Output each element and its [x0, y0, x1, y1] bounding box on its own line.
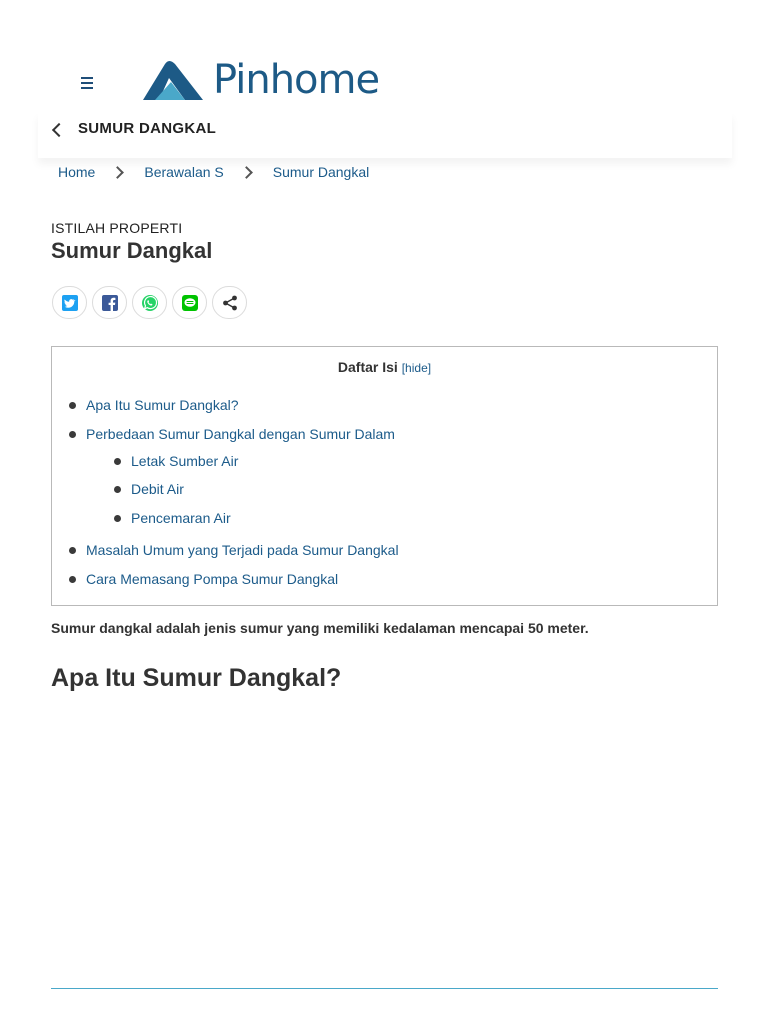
bullet-icon — [69, 431, 76, 438]
toc-item[interactable] — [69, 397, 239, 413]
toc-subitem[interactable] — [114, 453, 238, 469]
facebook-icon — [102, 295, 118, 311]
share-whatsapp-button[interactable] — [132, 286, 167, 319]
toc-item-label: Masalah Umum yang Terjadi pada Sumur Dangkal — [86, 542, 399, 558]
toc-item-label: Apa Itu Sumur Dangkal? — [86, 397, 239, 413]
bullet-icon — [114, 515, 121, 522]
share-more-button[interactable] — [212, 286, 247, 319]
toc-item-label: Perbedaan Sumur Dangkal dengan Sumur Dalam — [86, 426, 395, 442]
article-intro: Sumur dangkal adalah jenis sumur yang memiliki kedalaman mencapai 50 meter. — [51, 620, 589, 636]
toc-item[interactable] — [69, 426, 395, 442]
share-line-button[interactable] — [172, 286, 207, 319]
breadcrumb-berawalan-s[interactable]: Berawalan S — [144, 164, 224, 180]
bullet-icon — [69, 547, 76, 554]
toc-subitem[interactable] — [114, 481, 184, 497]
back-chevron-icon[interactable] — [52, 122, 66, 136]
toc-title: Daftar Isi — [337, 359, 398, 375]
share-icon — [221, 294, 239, 312]
logo-roof-icon — [141, 58, 205, 102]
divider — [51, 988, 718, 989]
breadcrumb — [58, 160, 369, 184]
hamburger-menu-icon[interactable] — [76, 70, 98, 96]
toc-item-label: Letak Sumber Air — [131, 453, 239, 469]
chevron-right-icon — [240, 166, 253, 179]
page-title: Sumur Dangkal — [51, 238, 213, 263]
toc-subitem[interactable] — [114, 510, 231, 526]
share-buttons — [52, 286, 247, 319]
toc-hide-link[interactable]: [hide] — [401, 361, 432, 375]
site-header — [0, 0, 768, 118]
share-twitter-button[interactable] — [52, 286, 87, 319]
pinhome-logo[interactable] — [141, 56, 379, 104]
chevron-right-icon — [111, 166, 124, 179]
bullet-icon — [114, 486, 121, 493]
share-facebook-button[interactable] — [92, 286, 127, 319]
line-icon — [182, 295, 198, 311]
breadcrumb-home[interactable]: Home — [58, 164, 96, 180]
article-category: ISTILAH PROPERTI — [51, 220, 183, 236]
bullet-icon — [114, 458, 121, 465]
sticky-title: SUMUR DANGKAL — [78, 120, 217, 137]
brand-name: Pinhome — [213, 57, 380, 103]
twitter-icon — [62, 295, 78, 311]
bullet-icon — [69, 576, 76, 583]
toc-item-label: Cara Memasang Pompa Sumur Dangkal — [86, 571, 339, 587]
toc-item[interactable] — [69, 542, 399, 558]
bullet-icon — [69, 402, 76, 409]
table-of-contents — [51, 346, 718, 606]
breadcrumb-current[interactable]: Sumur Dangkal — [272, 164, 370, 180]
toc-item[interactable] — [69, 571, 338, 587]
sticky-title-bar — [38, 112, 732, 158]
toc-item-label: Debit Air — [131, 481, 184, 497]
whatsapp-icon — [141, 294, 159, 312]
section-heading: Apa Itu Sumur Dangkal? — [51, 664, 342, 692]
toc-list — [52, 347, 717, 605]
toc-item-label: Pencemaran Air — [131, 510, 231, 526]
